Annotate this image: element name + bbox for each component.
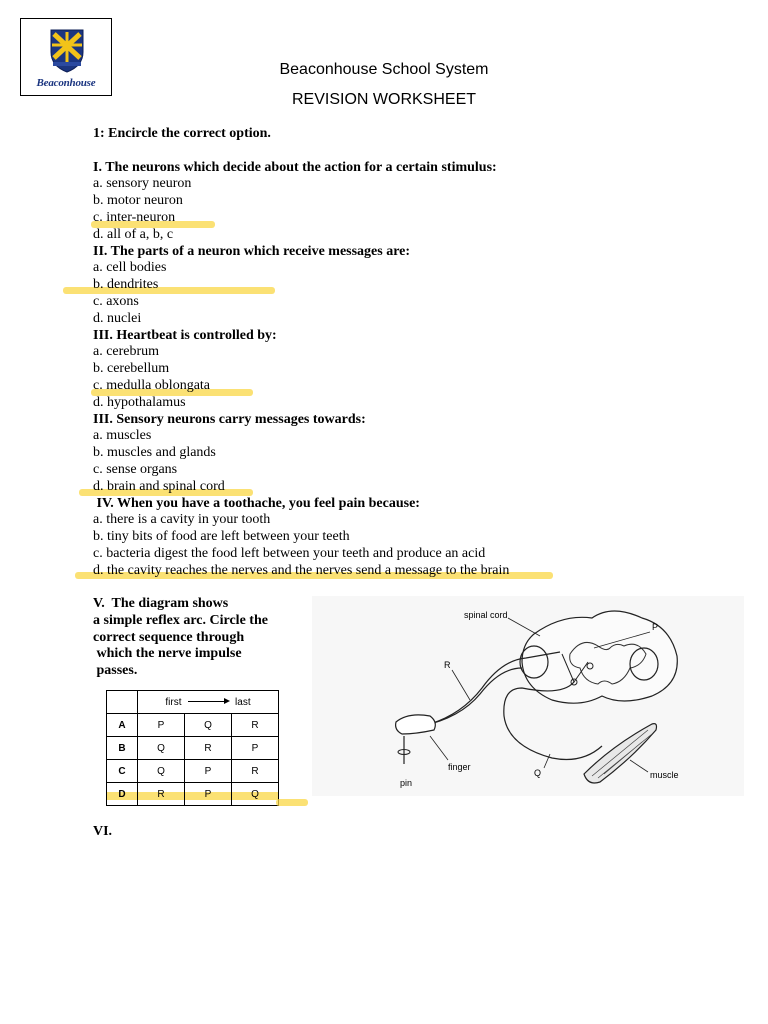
school-name: Beaconhouse School System	[279, 61, 489, 78]
option[interactable]: c. sense organs	[93, 461, 178, 477]
option[interactable]: a. there is a cavity in your tooth	[93, 512, 271, 528]
table-cell: P	[185, 760, 232, 783]
table-cell: Q	[138, 737, 185, 760]
worksheet-questions	[93, 126, 733, 580]
table-cell: P	[138, 714, 185, 737]
row-label: B	[107, 737, 138, 760]
table-row-highlighted[interactable]	[107, 783, 279, 806]
table-cell: R	[138, 783, 185, 806]
header-last: last	[235, 696, 251, 708]
reflex-arc-diagram	[312, 596, 744, 796]
option-highlighted[interactable]: d. the cavity reaches the nerves and the nerves send a message to the brain	[93, 563, 733, 580]
question-4: III. Sensory neurons carry messages towards:	[93, 411, 366, 427]
q5-line: correct sequence through	[93, 629, 245, 645]
q5-line: passes.	[93, 663, 138, 679]
question-2: II. The parts of a neuron which receive messages are:	[93, 243, 411, 259]
row-label: C	[107, 760, 138, 783]
instruction: 1: Encircle the correct option.	[93, 126, 271, 141]
q5-line: which the nerve impulse	[93, 646, 242, 662]
table-cell: R	[232, 714, 279, 737]
label-pin: pin	[400, 778, 413, 788]
option-highlighted[interactable]: b. dendrites	[93, 277, 733, 294]
label-spinal-cord: spinal cord	[464, 610, 508, 620]
finger	[396, 715, 436, 734]
table-cell: R	[185, 737, 232, 760]
question-6: VI.	[93, 824, 113, 839]
question-3: III. Heartbeat is controlled by:	[93, 327, 277, 343]
q5-line: V. The diagram shows	[93, 596, 229, 611]
row-label: A	[107, 714, 138, 737]
question-5: IV. When you have a toothache, you feel pain because:	[93, 495, 420, 511]
worksheet-title: REVISION WORKSHEET	[291, 91, 477, 108]
option[interactable]: c. axons	[93, 293, 139, 309]
sequence-table	[106, 690, 279, 806]
option[interactable]: b. muscles and glands	[93, 445, 216, 461]
option[interactable]: d. nuclei	[93, 310, 142, 326]
header-first: first	[165, 696, 182, 708]
label-r: R	[444, 660, 451, 670]
option-highlighted[interactable]: d. brain and spinal cord	[93, 479, 733, 496]
school-logo	[20, 18, 112, 96]
option[interactable]: b. cerebellum	[93, 361, 170, 377]
option[interactable]: d. all of a, b, c	[93, 226, 174, 242]
table-cell: Q	[232, 783, 279, 806]
table-row[interactable]	[107, 737, 279, 760]
table-cell: Q	[138, 760, 185, 783]
table-header-cell	[107, 691, 138, 714]
option[interactable]: a. cell bodies	[93, 260, 167, 276]
table-header-cell	[138, 691, 279, 714]
table-cell: P	[232, 737, 279, 760]
logo-wordmark: Beaconhouse	[36, 77, 96, 89]
q5-line: a simple reflex arc. Circle the	[93, 612, 268, 628]
option[interactable]: a. muscles	[93, 428, 152, 444]
diagram-background	[312, 596, 744, 796]
table-cell: Q	[185, 714, 232, 737]
table-row-highlight-mark	[276, 799, 308, 806]
table-cell: R	[232, 760, 279, 783]
question-1: I. The neurons which decide about the action for a certain stimulus:	[93, 159, 497, 175]
table-header-row	[107, 691, 279, 714]
option-highlighted[interactable]: c. inter-neuron	[93, 210, 733, 227]
question-reflex-arc	[93, 596, 308, 680]
option[interactable]: b. tiny bits of food are left between your teeth	[93, 529, 350, 545]
table-row[interactable]	[107, 760, 279, 783]
option[interactable]: a. sensory neuron	[93, 176, 192, 192]
option[interactable]: a. cerebrum	[93, 344, 160, 360]
label-finger: finger	[448, 762, 471, 772]
table-cell: P	[185, 783, 232, 806]
label-q: Q	[534, 768, 542, 778]
label-muscle: muscle	[650, 770, 679, 780]
table-row[interactable]	[107, 714, 279, 737]
option[interactable]: b. motor neuron	[93, 193, 183, 209]
option[interactable]: d. hypothalamus	[93, 394, 186, 410]
row-label: D	[107, 783, 138, 806]
option-highlighted[interactable]: c. medulla oblongata	[93, 378, 733, 395]
arrow-right-icon	[188, 701, 228, 702]
option[interactable]: c. bacteria digest the food left between your teeth and produce an acid	[93, 545, 486, 561]
label-p: P	[652, 622, 659, 632]
